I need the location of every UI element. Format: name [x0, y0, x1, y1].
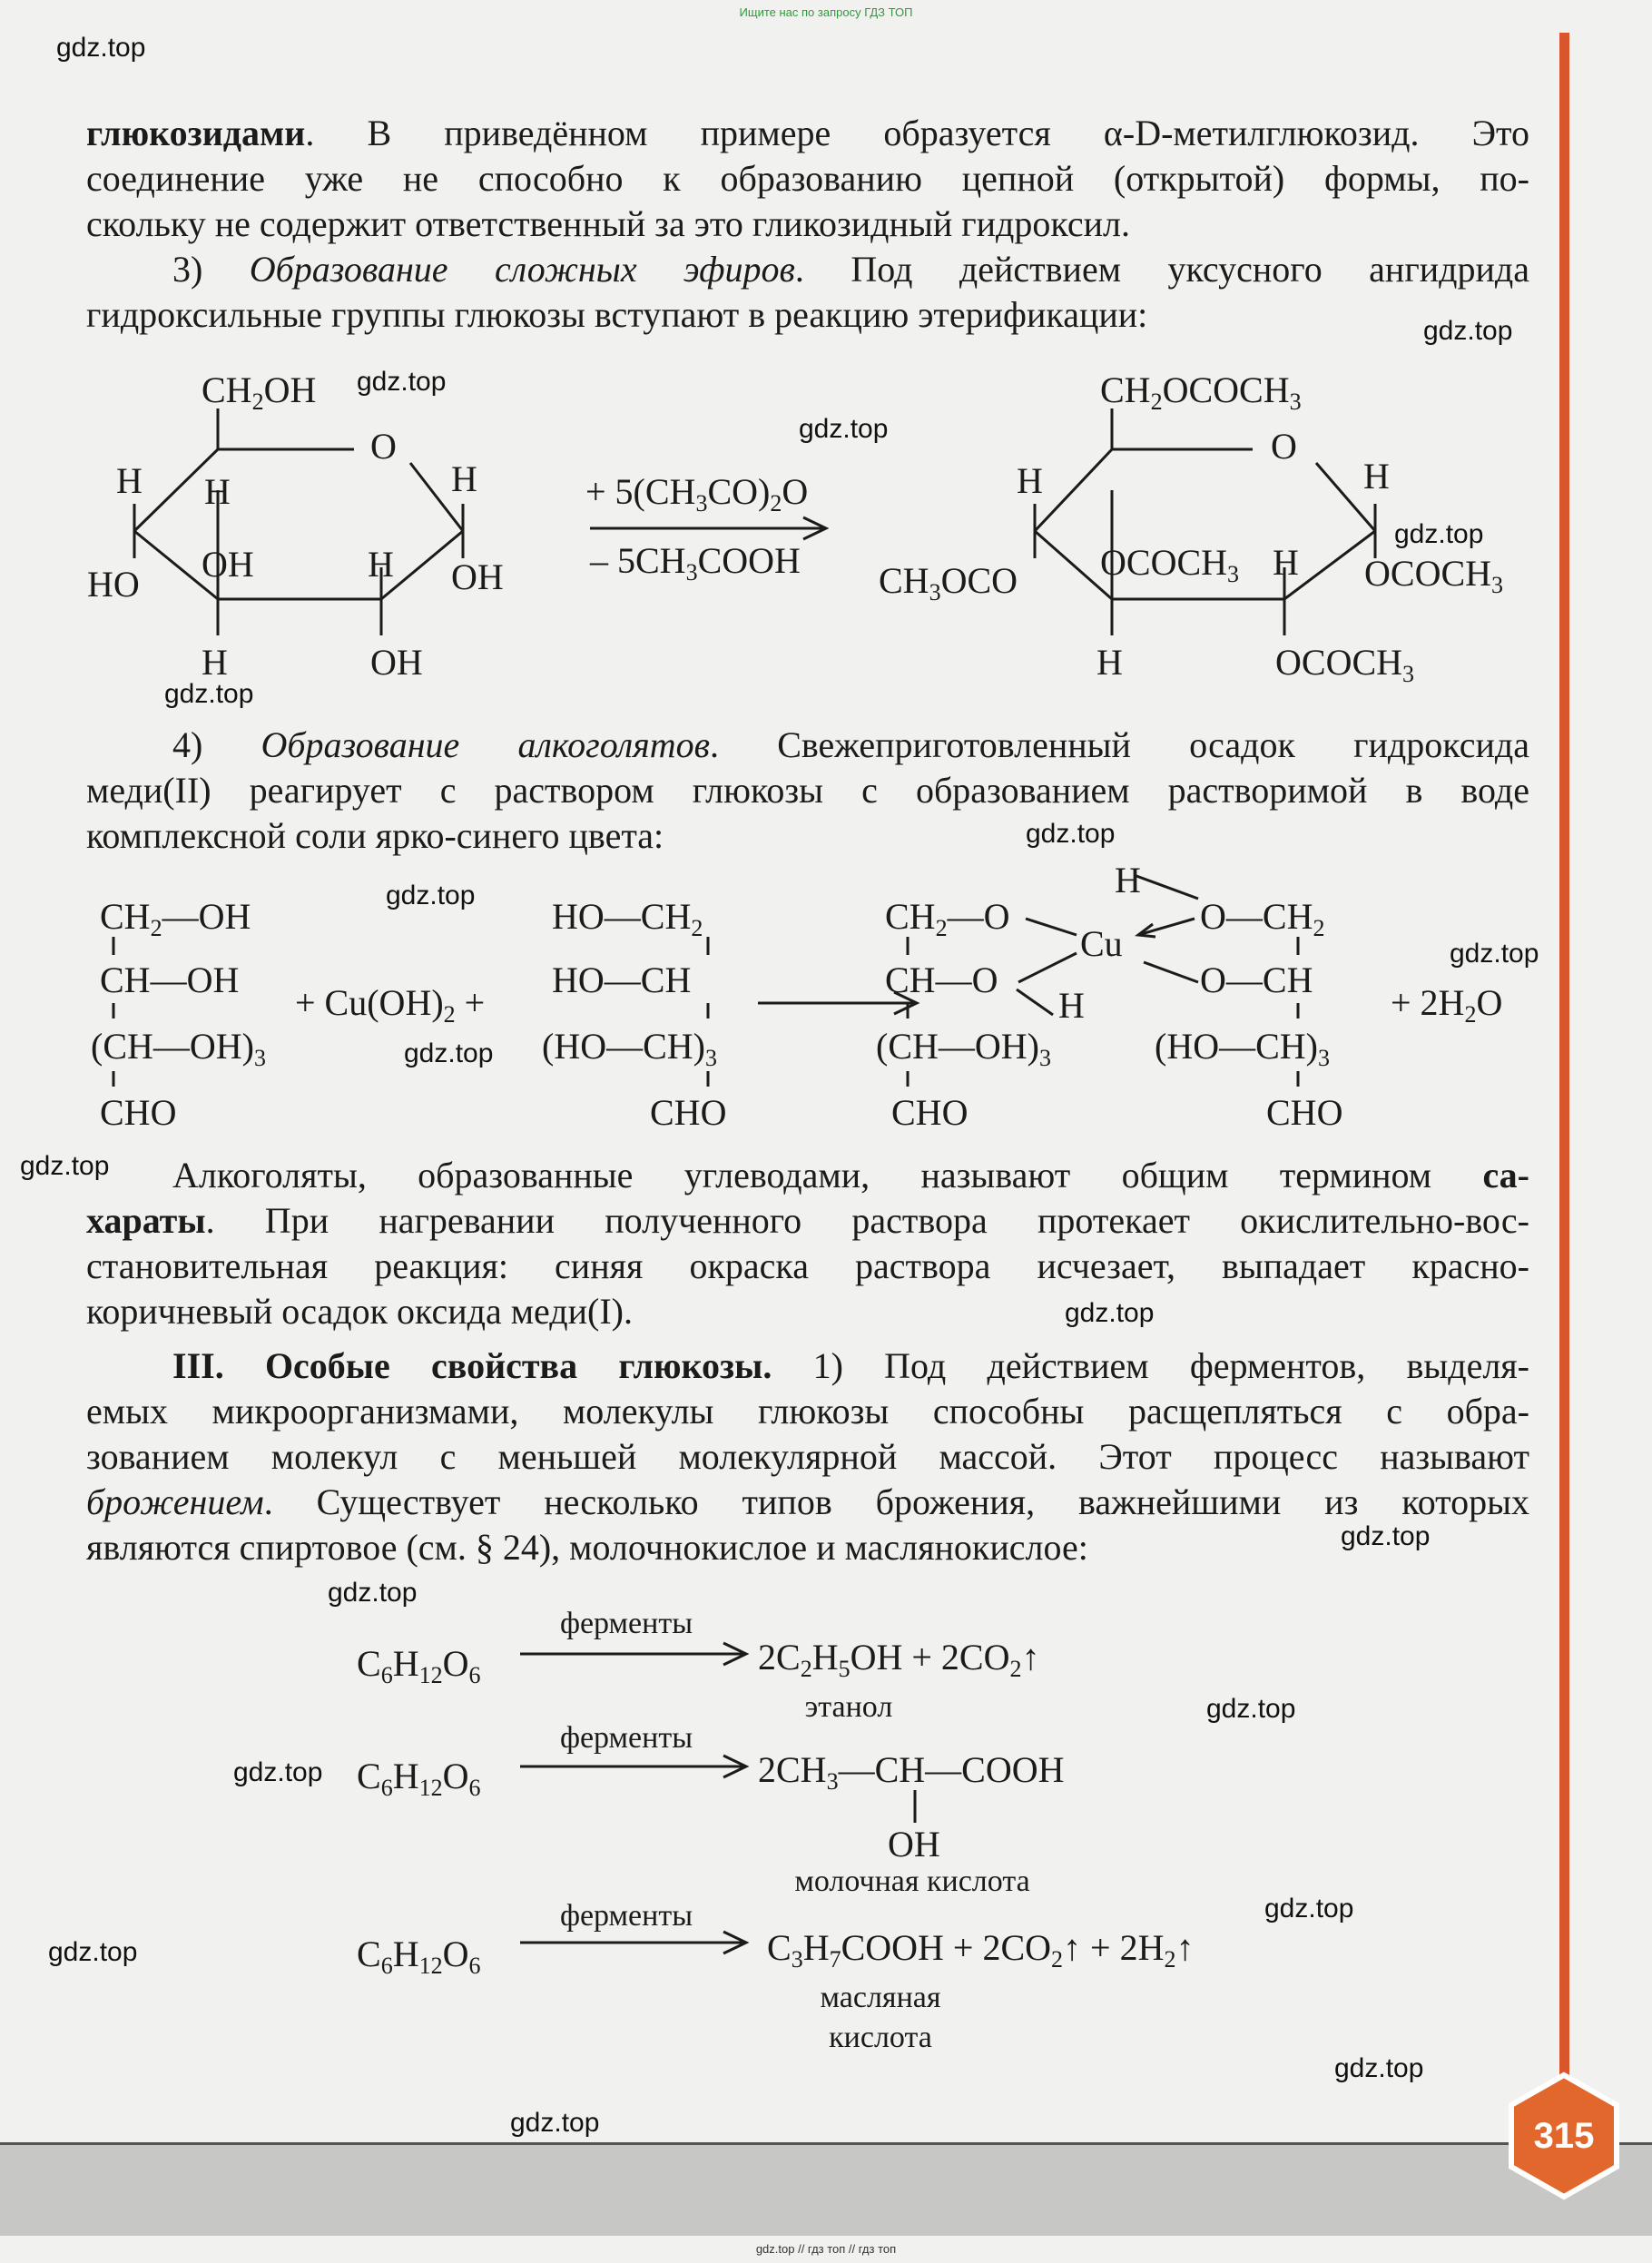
chem-label: $OCOCH_3$ — [1275, 642, 1415, 687]
watermark: gdz.top — [510, 2108, 600, 2138]
chem-label: H — [1115, 860, 1141, 900]
chem-label: OH — [451, 556, 504, 597]
chem-label: H — [1096, 642, 1123, 683]
chem-label: H — [1058, 985, 1085, 1026]
text-line: скольку не содержит ответственный за это гликозидный гидроксил. — [86, 203, 1130, 244]
watermark: gdz.top — [1206, 1694, 1296, 1724]
chem-label: $(HO—CH)_3$ — [542, 1026, 717, 1071]
chem-label: $HO—CH_2$ — [552, 896, 703, 941]
text-line: зованием молекул с меньшей молекулярной массой. Этот процесс называют — [86, 1436, 1529, 1477]
chem-label: HO — [87, 564, 140, 605]
watermark: gdz.top — [20, 1151, 110, 1181]
chem-label: $(CH—OH)_3$ — [91, 1026, 266, 1071]
text-line: меди(II) реагирует с раствором глюкозы с образованием растворимой в воде — [86, 770, 1529, 811]
text-line: являются спиртовое (см. § 24), молочнокислое и маслянокислое: — [86, 1527, 1088, 1568]
chem-label: $CH_2—O$ — [885, 896, 1010, 941]
reactant: $C_6H_{12}O_6$ — [357, 1643, 481, 1688]
watermark: gdz.top — [1450, 939, 1539, 969]
product: $2C_2H_5OH$ + $2CO_2↑$ — [758, 1637, 1040, 1682]
chem-label: CHO — [1266, 1092, 1343, 1133]
chem-label: H — [1017, 460, 1043, 501]
watermark: gdz.top — [1264, 1894, 1354, 1924]
chem-label: $CH_2—OH$ — [100, 896, 251, 941]
product-label: кислота — [829, 2021, 932, 2054]
text-line: коричневый осадок оксида меди(I). — [86, 1291, 633, 1332]
text-line: комплексной соли ярко-синего цвета: — [86, 815, 664, 856]
chem-label: + $Cu(OH)_2$ + — [295, 982, 486, 1028]
watermark: gdz.top — [799, 414, 889, 444]
chem-label: CH—OH — [100, 959, 240, 1000]
chem-label: CHO — [891, 1092, 969, 1133]
watermark: gdz.top — [1423, 316, 1513, 346]
chem-label: H — [204, 471, 231, 512]
page-number-badge — [1500, 2071, 1628, 2200]
text-line: гидроксильные группы глюкозы вступают в реакцию этерификации: — [86, 294, 1148, 335]
text-line: соединение уже не способно к образованию цепной (открытой) формы, по- — [86, 158, 1529, 199]
reagent-below: – $5CH_3COOH$ — [590, 540, 801, 585]
watermark: gdz.top — [357, 367, 447, 397]
bottom-note: gdz.top // гдз топ // гдз топ — [755, 2242, 897, 2256]
chem-label: H — [1363, 456, 1390, 497]
reactant: $C_6H_{12}O_6$ — [357, 1756, 481, 1801]
chem-label: H — [451, 458, 477, 499]
text-line: глюкозидами. В приведённом примере образуется α-D-метилглюкозид. Это — [86, 113, 1529, 153]
chem-label: OH — [202, 544, 254, 585]
chem-label: O—CH — [1200, 959, 1313, 1000]
text-line: брожением. Существует несколько типов брожения, важнейшими из которых — [86, 1481, 1529, 1522]
product: $C_3H_7COOH$ + $2CO_2↑$ + $2H_2↑$ — [767, 1927, 1195, 1973]
chem-label: $OCOCH_3$ — [1100, 542, 1240, 587]
chem-label: O — [370, 426, 397, 467]
watermark: gdz.top — [1065, 1298, 1155, 1328]
watermark: gdz.top — [233, 1757, 323, 1787]
watermark: gdz.top — [386, 881, 476, 910]
footer-band — [0, 2142, 1652, 2236]
top-note: Ищите нас по запросу ГДЗ ТОП — [739, 5, 913, 19]
chem-label: CHO — [650, 1092, 727, 1133]
text-line: III. Особые свойства глюкозы. 1) Под действием ферментов, выделя- — [172, 1345, 1530, 1386]
watermark: gdz.top — [48, 1937, 138, 1967]
watermark: gdz.top — [164, 679, 254, 709]
text-line: 3) Образование сложных эфиров. Под действием уксусного ангидрида — [172, 249, 1529, 290]
text-line: становительная реакция: синяя окраска раствора исчезает, выпадает красно- — [86, 1245, 1529, 1286]
chem-label: $CH_3OCO$ — [879, 560, 1018, 605]
chem-label: $(HO—CH)_3$ — [1155, 1026, 1330, 1071]
text-line: 4) Образование алкоголятов. Свежеприготовленный осадок гидроксида — [172, 724, 1529, 765]
chem-label: H — [1273, 542, 1299, 583]
chem-label: CHO — [100, 1092, 177, 1133]
chem-label: $CH_2OCOCH_3$ — [1100, 369, 1302, 415]
product-label: масляная — [820, 1981, 941, 2014]
chem-label: H — [368, 544, 394, 585]
chem-label: H — [116, 460, 143, 501]
watermark: gdz.top — [1334, 2053, 1424, 2083]
enzyme-label: ферменты — [559, 1721, 693, 1755]
page-number: 315 — [1533, 2116, 1595, 2156]
product-label: этанол — [804, 1690, 893, 1724]
enzyme-label: ферменты — [559, 1899, 693, 1933]
text-line: хараты. При нагревании полученного раствора протекает окислительно-вос- — [86, 1200, 1529, 1241]
chem-label: $OCOCH_3$ — [1364, 553, 1504, 598]
chem-label: $O—CH_2$ — [1200, 896, 1325, 941]
product: $2CH_3—CH—COOH$ — [758, 1749, 1065, 1795]
text-line: Алкоголяты, образованные углеводами, называют общим термином са- — [172, 1155, 1529, 1195]
chem-label: OH — [370, 642, 423, 683]
chem-label: $(CH—OH)_3$ — [876, 1026, 1051, 1071]
watermark: gdz.top — [404, 1038, 494, 1068]
watermark: gdz.top — [328, 1578, 418, 1608]
chem-label: $CH_2OH$ — [202, 369, 317, 415]
watermark: gdz.top — [1341, 1521, 1431, 1551]
chem-label: HO—CH — [552, 959, 692, 1000]
chem-label: + $2H_2O$ — [1391, 982, 1503, 1028]
watermark: gdz.top — [1394, 519, 1484, 549]
watermark: gdz.top — [1026, 819, 1116, 849]
text-line: емых микроорганизмами, молекулы глюкозы способны расщепляться с обра- — [86, 1391, 1529, 1432]
reagent-above: + $5(CH_3CO)_2O$ — [585, 471, 809, 517]
reactant: $C_6H_{12}O_6$ — [357, 1933, 481, 1979]
enzyme-label: ферменты — [559, 1607, 693, 1640]
product-label: молочная кислота — [794, 1865, 1030, 1898]
watermark: gdz.top — [56, 33, 146, 63]
chem-label: O — [1271, 426, 1297, 467]
chem-label: Cu — [1080, 923, 1123, 964]
chem-label: OH — [888, 1824, 940, 1865]
chem-label: H — [202, 642, 228, 683]
chem-label: CH—O — [885, 959, 998, 1000]
